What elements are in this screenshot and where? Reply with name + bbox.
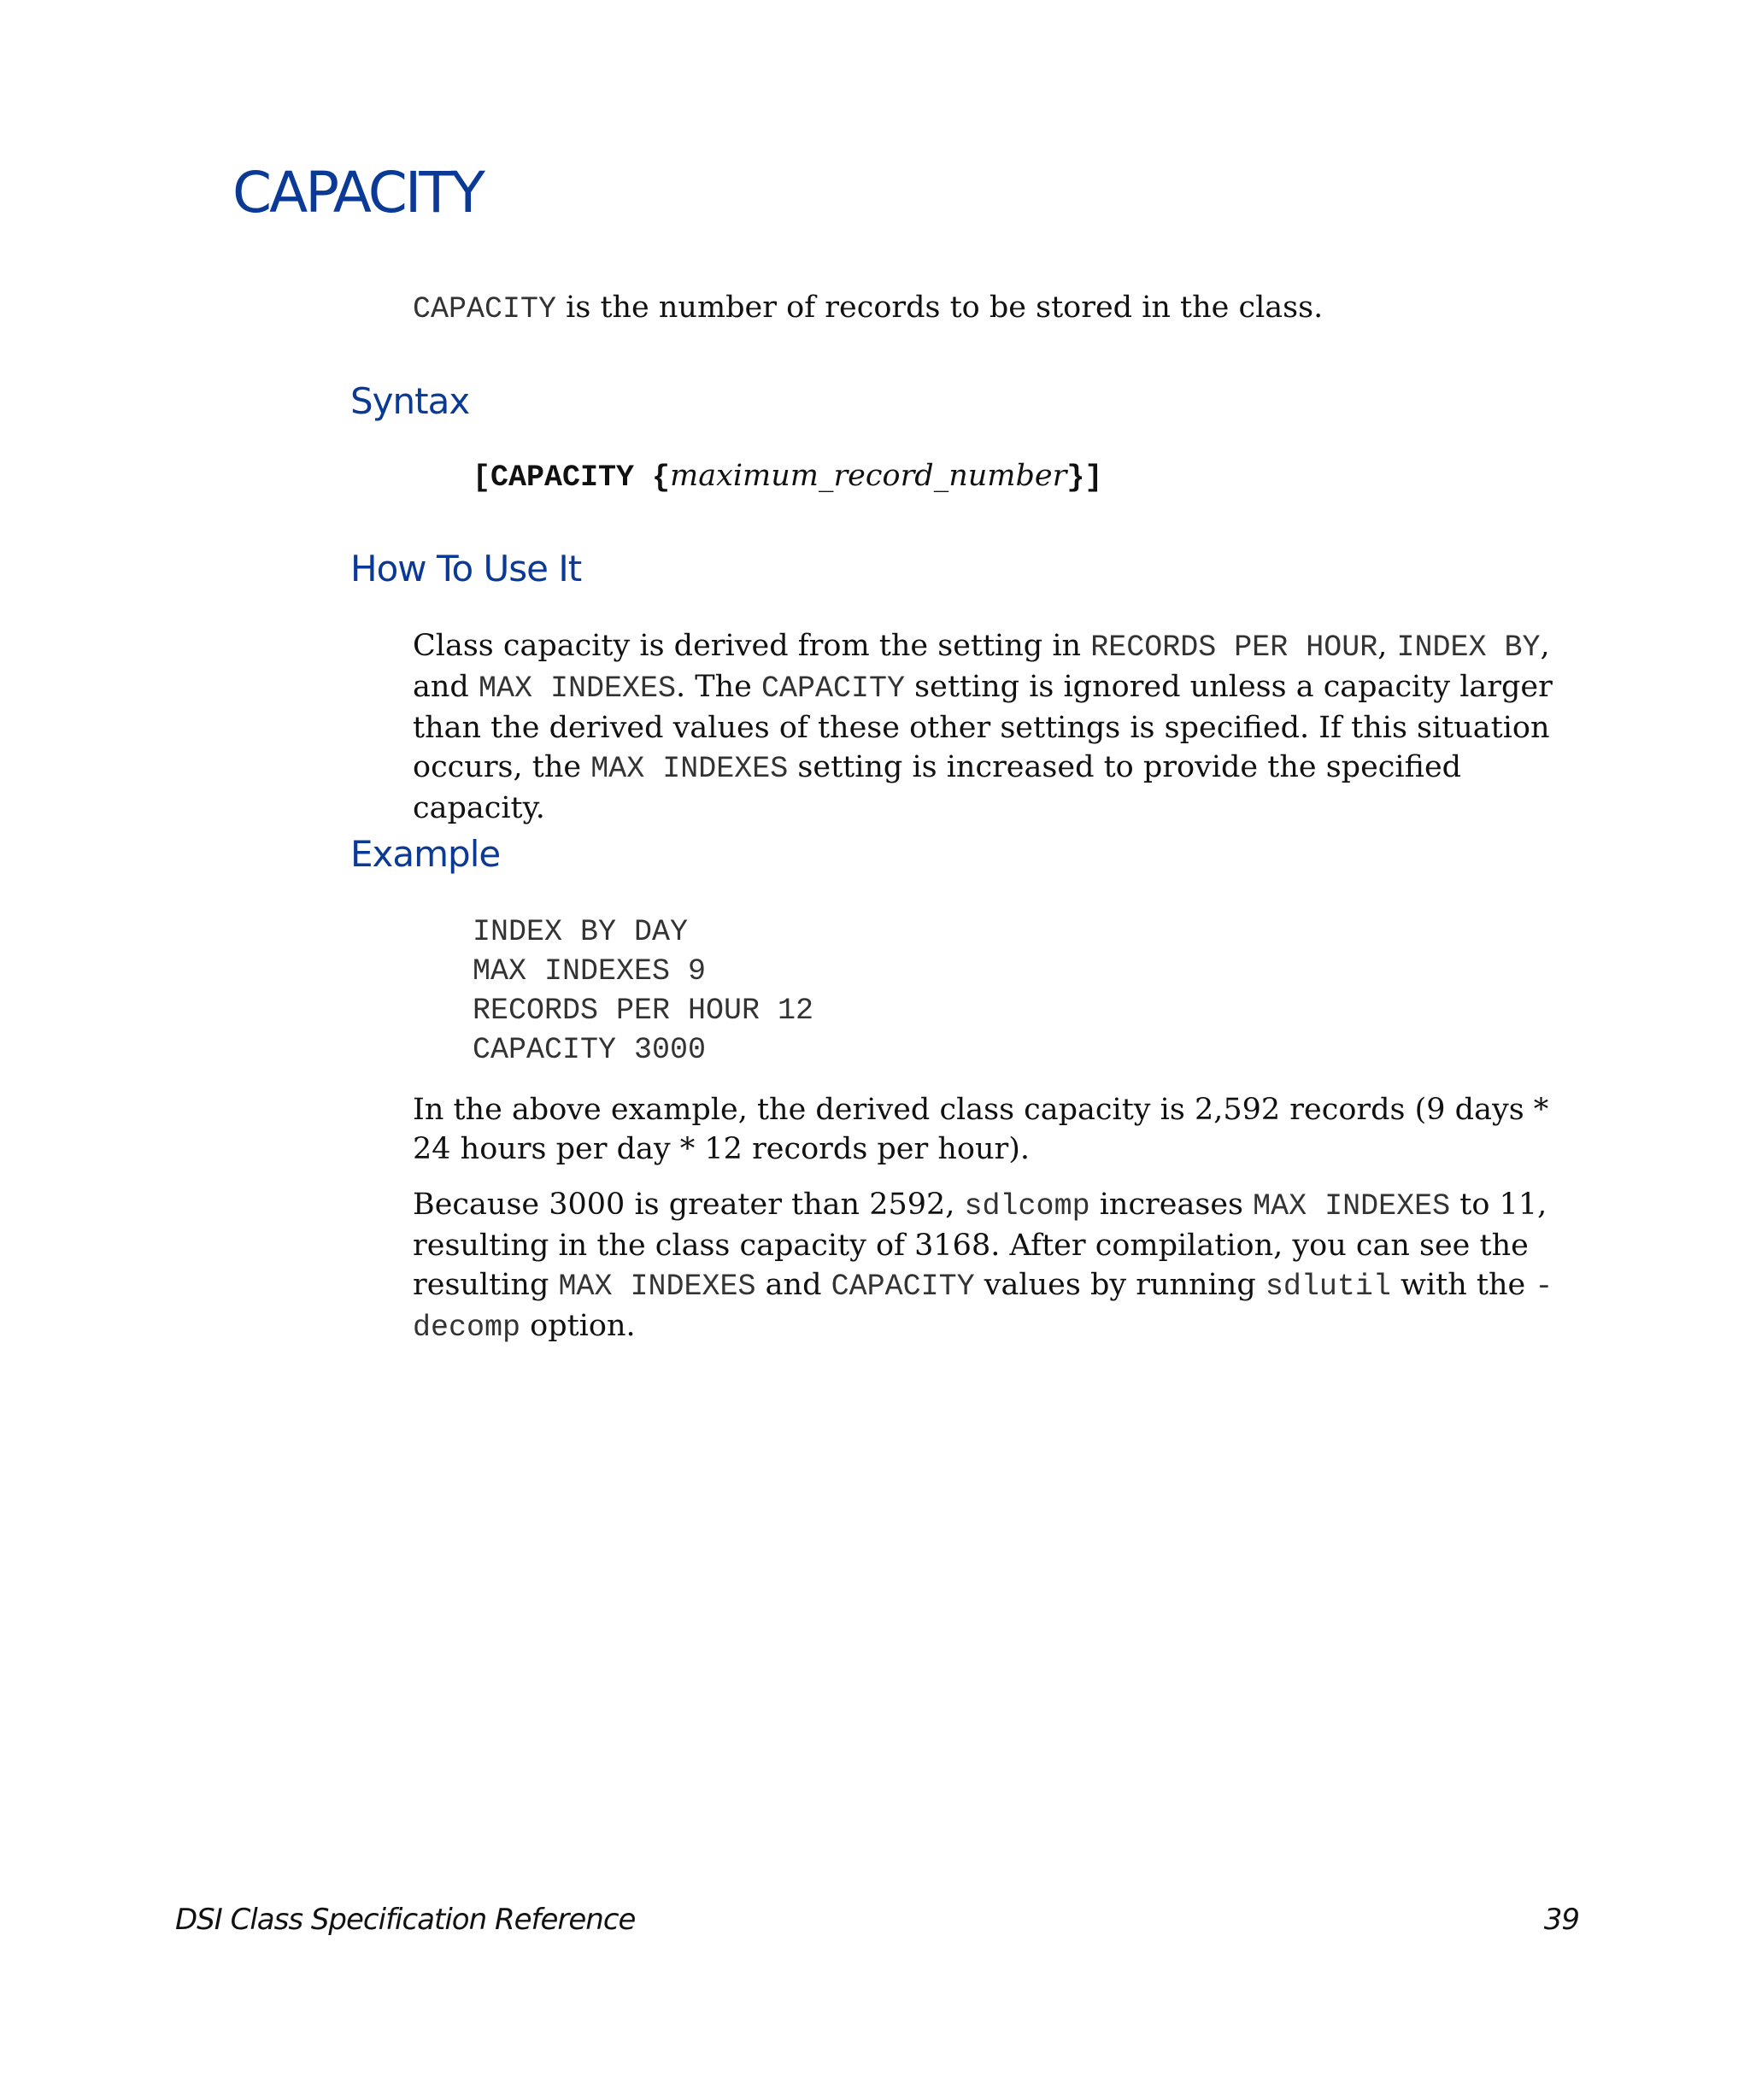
ex-text-6: with the xyxy=(1390,1268,1536,1302)
how-text-5: setting is ignored unless a capacity larger than the derived values of these other settings is specified. If this situation occurs, the xyxy=(413,670,1553,784)
code-line: CAPACITY 3000 xyxy=(473,1033,707,1067)
ex-code-sdlutil: sdlutil xyxy=(1265,1270,1391,1304)
ex-code-max-indexes-2: MAX INDEXES xyxy=(558,1270,756,1304)
syntax-statement xyxy=(473,456,1102,497)
how-text-3: , and xyxy=(413,629,1550,704)
code-line: INDEX BY DAY xyxy=(473,915,689,949)
example-code-block xyxy=(473,912,813,1070)
ex-text-3: to 11, resulting in the class capacity of 3168. After compilation, you can see the resulting xyxy=(413,1188,1547,1302)
footer-page-number: 39 xyxy=(1543,1903,1579,1937)
syntax-heading: Syntax xyxy=(350,380,470,422)
how-to-use-paragraph xyxy=(413,626,1592,828)
how-code-max-indexes-2: MAX INDEXES xyxy=(590,752,789,786)
intro-term: CAPACITY xyxy=(413,292,557,326)
footer-doc-title: DSI Class Specification Reference xyxy=(175,1903,636,1937)
intro-paragraph xyxy=(413,288,1592,329)
how-text-6: setting is increased to provide the specified capacity. xyxy=(413,750,1462,825)
syntax-open: [CAPACITY { xyxy=(473,460,671,495)
how-text-1: Class capacity is derived from the setting in xyxy=(413,629,1091,663)
how-to-use-heading: How To Use It xyxy=(350,548,582,590)
ex-text-4: and xyxy=(755,1268,831,1302)
syntax-argument: maximum_record_number xyxy=(670,459,1067,493)
example-paragraph-1: In the above example, the derived class capacity is 2,592 records (9 days * 24 hours per day * 12 records per hour). xyxy=(413,1093,1549,1166)
syntax-close: }] xyxy=(1066,460,1103,495)
ex-text-7: option. xyxy=(520,1309,636,1343)
how-text-2: , xyxy=(1377,629,1397,663)
how-code-index-by: INDEX BY xyxy=(1396,631,1541,665)
ex-text-1: Because 3000 is greater than 2592, xyxy=(413,1188,965,1222)
example-heading: Example xyxy=(350,833,501,875)
example-paragraph-2 xyxy=(413,1185,1592,1347)
how-code-max-indexes: MAX INDEXES xyxy=(478,672,676,706)
page-title: CAPACITY xyxy=(232,160,483,226)
how-text-4: . The xyxy=(676,670,761,704)
how-code-records-per-hour: RECORDS PER HOUR xyxy=(1090,631,1378,665)
ex-code-sdlcomp: sdlcomp xyxy=(964,1189,1090,1223)
ex-code-capacity: CAPACITY xyxy=(831,1270,975,1304)
code-line: MAX INDEXES 9 xyxy=(473,954,707,988)
how-code-capacity: CAPACITY xyxy=(760,672,906,706)
code-line: RECORDS PER HOUR 12 xyxy=(473,994,814,1028)
ex-text-5: values by running xyxy=(974,1268,1266,1302)
ex-text-2: increases xyxy=(1089,1188,1254,1222)
intro-text: is the number of records to be stored in the class. xyxy=(556,290,1324,325)
ex-code-decomp: -decomp xyxy=(413,1270,1553,1345)
ex-code-max-indexes: MAX INDEXES xyxy=(1253,1189,1451,1223)
